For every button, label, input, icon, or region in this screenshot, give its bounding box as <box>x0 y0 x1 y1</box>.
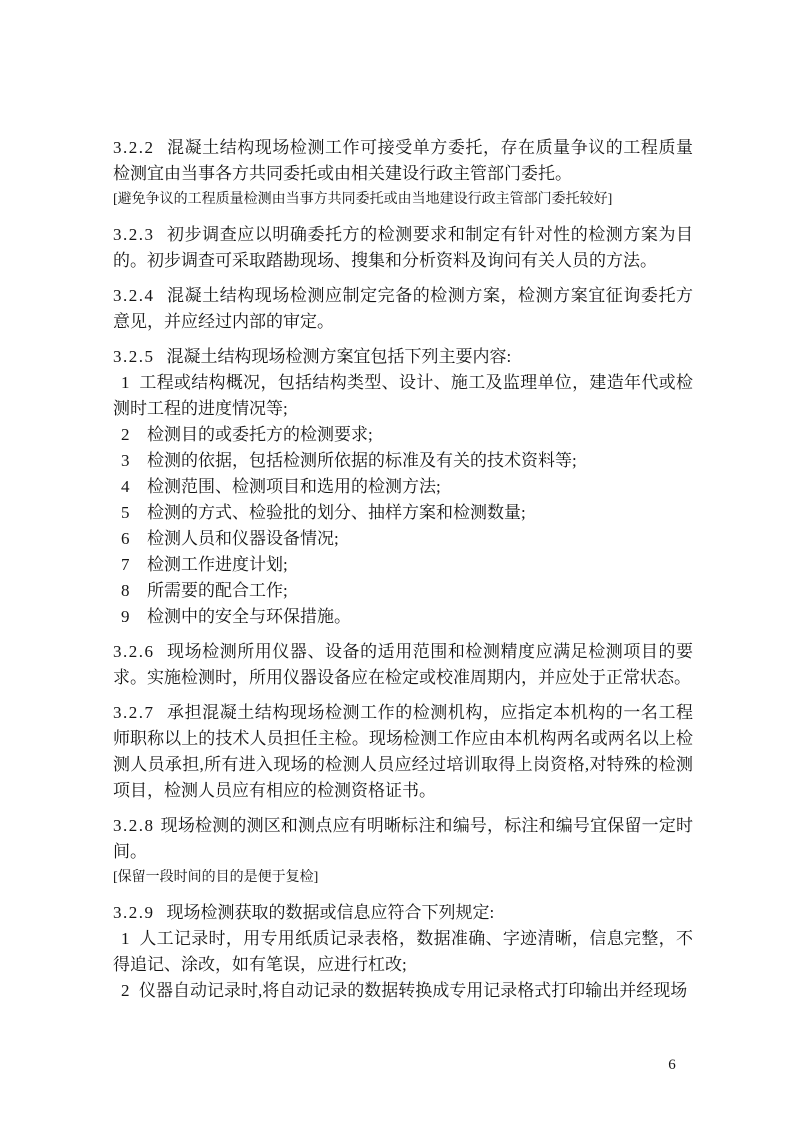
clause-3-2-7 <box>113 700 693 804</box>
clause-number: 3.2.9 <box>113 903 155 922</box>
list-item-text: 检测中的安全与环保措施。 <box>147 607 351 626</box>
list-item-number: 2 <box>121 425 130 444</box>
list-item-text: 仪器自动记录时,将自动记录的数据转换成专用记录格式打印输出并经现场 <box>139 981 688 1000</box>
list-item-number: 6 <box>121 529 130 548</box>
clause-text: 混凝土结构现场检测方案宜包括下列主要内容: <box>166 347 512 366</box>
list-item-3 <box>113 448 693 474</box>
list-item-1 <box>113 370 693 422</box>
clause-text: 现场检测的测区和测点应有明晰标注和编号，标注和编号宜保留一定时间。 <box>113 816 693 861</box>
clause-text: 混凝土结构现场检测工作可接受单方委托，存在质量争议的工程质量检测宜由当事各方共同委托或由相关建设行政主管部门委托。 <box>113 138 693 183</box>
list-item-number: 3 <box>121 451 130 470</box>
list-item-text: 检测人员和仪器设备情况; <box>147 529 339 548</box>
list-item-8 <box>113 578 693 604</box>
clause-3-2-9 <box>113 900 693 926</box>
clause-3-2-8-note: [保留一段时间的目的是便于复检] <box>113 870 319 885</box>
clause-text: 现场检测获取的数据或信息应符合下列规定: <box>166 903 495 922</box>
clause-3-2-8 <box>113 813 693 865</box>
list-item-number: 8 <box>121 581 130 600</box>
list-item-text: 检测范围、检测项目和选用的检测方法; <box>147 477 441 496</box>
list-item-number: 5 <box>121 503 130 522</box>
list-item-9 <box>113 604 693 630</box>
list-item-number: 2 <box>121 981 130 1000</box>
clause-3-2-3 <box>113 222 693 274</box>
list-item-text: 所需要的配合工作; <box>147 581 288 600</box>
clause-number: 3.2.6 <box>113 642 155 661</box>
clause-text: 承担混凝土结构现场检测工作的检测机构，应指定本机构的一名工程师职称以上的技术人员担任主检。现场检测工作应由本机构两名或两名以上检测人员承担,所有进入现场的检测人员应经过培训取得上岗资格,对特殊的检测项目，检测人员应有相应的检测资格证书。 <box>113 703 693 800</box>
list-item-2 <box>113 978 693 1004</box>
list-item-text: 检测工作进度计划; <box>147 555 288 574</box>
clause-3-2-2-note: [避免争议的工程质量检测由当事方共同委托或由当地建设行政主管部门委托较好] <box>113 192 613 207</box>
clause-number: 3.2.3 <box>113 225 155 244</box>
list-item-text: 检测的依据，包括检测所依据的标准及有关的技术资料等; <box>147 451 577 470</box>
clause-text: 混凝土结构现场检测应制定完备的检测方案，检测方案宜征询委托方意见，并应经过内部的审定。 <box>113 286 693 331</box>
list-item-number: 4 <box>121 477 130 496</box>
text-block <box>113 135 693 1004</box>
clause-number: 3.2.5 <box>113 347 155 366</box>
clause-3-2-2 <box>113 135 693 187</box>
list-item-number: 9 <box>121 607 130 626</box>
clause-text: 初步调查应以明确委托方的检测要求和制定有针对性的检测方案为目的。初步调查可采取踏勘现场、搜集和分析资料及询问有关人员的方法。 <box>113 225 693 270</box>
list-item-text: 人工记录时，用专用纸质记录表格，数据准确、字迹清晰，信息完整，不得追记、涂改，如有笔误，应进行杠改; <box>113 929 693 974</box>
clause-3-2-6 <box>113 639 693 691</box>
list-item-number: 7 <box>121 555 130 574</box>
clause-number: 3.2.8 <box>113 816 155 835</box>
list-item-6 <box>113 526 693 552</box>
list-item-1 <box>113 926 693 978</box>
list-item-2 <box>113 422 693 448</box>
list-item-text: 检测的方式、检验批的划分、抽样方案和检测数量; <box>147 503 526 522</box>
clause-3-2-5 <box>113 344 693 370</box>
list-item-text: 工程或结构概况，包括结构类型、设计、施工及监理单位，建造年代或检测时工程的进度情况等; <box>113 373 693 418</box>
list-item-text: 检测目的或委托方的检测要求; <box>147 425 373 444</box>
list-item-5 <box>113 500 693 526</box>
clause-text: 现场检测所用仪器、设备的适用范围和检测精度应满足检测项目的要求。实施检测时，所用仪器设备应在检定或校准周期内，并应处于正常状态。 <box>113 642 693 687</box>
list-item-7 <box>113 552 693 578</box>
clause-number: 3.2.4 <box>113 286 155 305</box>
list-item-number: 1 <box>121 373 130 392</box>
page-number: 6 <box>668 1057 676 1073</box>
clause-number: 3.2.2 <box>113 138 155 157</box>
clause-number: 3.2.7 <box>113 703 155 722</box>
clause-3-2-4 <box>113 283 693 335</box>
list-item-4 <box>113 474 693 500</box>
list-item-number: 1 <box>121 929 130 948</box>
